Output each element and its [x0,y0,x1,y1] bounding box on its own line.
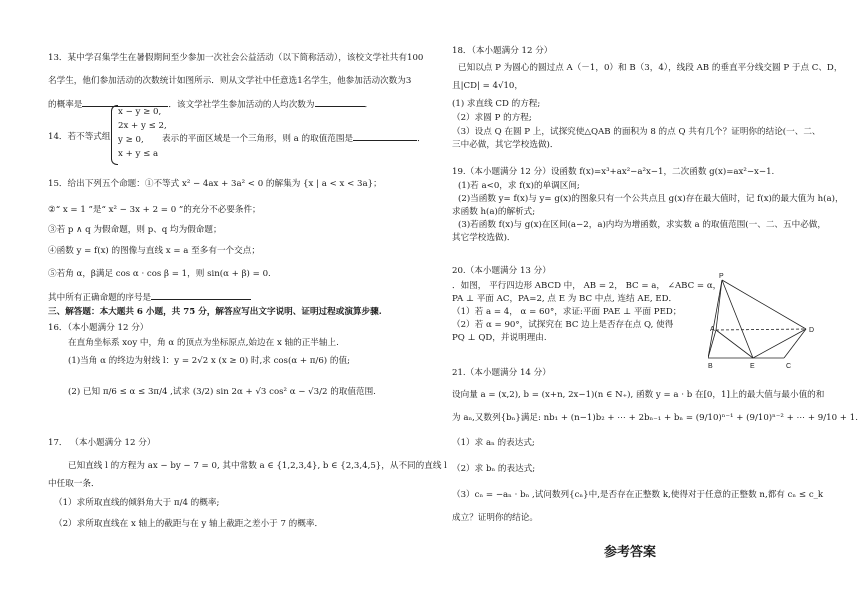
figure-label-e: E [750,363,755,370]
q21-heading: 21.（本小题满分 14 分） [452,368,551,378]
q19-part2a: (2)当函数 y= f(x)与 y= g(x)的图象只有一个公共点且 g(x)存在最大值时，记 f(x)的最大值为 h(a)， [458,194,844,204]
q21-part1: （1）求 aₙ 的表达式; [452,438,535,448]
q21-part3: （3）cₙ = −aₙ · bₙ ,试问数列{cₙ}中,是否存在正整数 k,使得对于任意的正整数 n,都有 cₙ ≤ c_k [452,490,824,500]
edge-pb [708,280,722,358]
answer-key-title: 参考答案 [604,545,657,560]
q14-sys4: x + y ≤ a [118,149,159,159]
q20-heading: 20.（本小题满分 13 分） [452,266,551,276]
q21-line1: 设向量 a = (x,2), b = (x+n, 2x−1)(n ∈ N₊), 函数 y = a · b 在[0，1]上的最大值与最小值的和 [452,390,825,400]
q14-brace [111,105,118,165]
q14-tail: 表示的平面区域是一个三角形，则 a 的取值范围是 ． [162,131,426,146]
q14-lead: 14．若不等式组 [48,132,111,142]
q14-sys2: 2x + y ≤ 2, [118,121,167,131]
q20-line1: ．如图， 平行四边形 ABCD 中， AB = 2， BC = a， ∠ABC = α， [452,281,722,291]
figure-label-p: P [719,273,724,280]
q18-part3b: 三中必做，其它学校选做)． [452,140,559,150]
figure-label-a: A [710,326,715,333]
q19-part2b: 求函数 h(a)的解析式; [452,207,536,217]
q18-line1: 已知以点 P 为圆心的圆过点 A（－1，0）和 B（3，4），线段 AB 的垂直平分线交圆 P 于点 C、D， [458,63,843,73]
edge-cd [784,329,806,358]
q19-part3a: (3)若函数 f(x)与 g(x)在区间(a−2，a)内均为增函数，求实数 a 的取值范围(一、二、五中必做， [458,220,826,230]
q15-line4: ④函数 y = f(x) 的图像与直线 x = a 至多有一个交点； [48,246,260,256]
q13-line3: 的概率是 ．该文学社学生参加活动的人均次数为 ． [48,97,373,112]
q15-line1: 15．给出下列五个命题：①不等式 x² − 4ax + 3a² < 0 的解集为 {x | a < x < 3a}； [48,179,382,189]
q15-line5: ⑤若角 α，β满足 cos α · cos β = 1，则 sin(α + β) = 0. [48,269,271,279]
q14-sys1: x − y ≥ 0, [118,107,162,117]
q20-part1: （1）若 a = 4， α = 60°，求证:平面 PAE ⊥ 平面 PED； [452,307,682,317]
q21-part2: （2）求 bₙ 的表达式; [452,464,536,474]
q16-line1: 在直角坐标系 xoy 中，角 α 的顶点为坐标原点,始边在 x 轴的正半轴上. [68,338,339,348]
q14-sys3: y ≥ 0, [118,135,144,145]
q18-line2: 且|CD| = 4√10， [452,81,523,91]
q19-part1: (1)若 a<0，求 f(x)的单调区间; [458,181,580,191]
q15-line3: ③若 p ∧ q 为假命题，则 p、q 均为假命题； [48,225,222,235]
q16-part2: (2) 已知 π/6 ≤ α ≤ 3π/4 ,试求 (3/2) sin 2α + √3 cos² α − √3/2 的取值范围. [68,387,376,397]
q15-blank [151,290,251,300]
q16-part1: (1)当角 α 的终边为射线 l：y = 2√2 x (x ≥ 0) 时,求 cos(α + π/6) 的值; [68,356,350,366]
edge-pd [722,280,806,329]
q19-part3b: 其它学校选做)． [452,233,516,243]
q15-line2: ②“ x = 1 ”是“ x² − 3x + 2 = 0 ”的充分不必要条件； [48,205,261,215]
q13-blank2 [315,97,365,107]
q17-heading: 17． （本小题满分 12 分） [48,438,156,448]
section-three-heading: 三、解答题：本大题共 6 小题，共 75 分，解答应写出文字说明、证明过程或演算步骤. [48,307,382,317]
q20-part2b: PQ ⊥ QD，并说明理由. [452,333,547,343]
q13-line1: 13．某中学召集学生在暑假期间至少参加一次社会公益活动（以下简称活动），该校文学社共有100 [48,53,424,63]
q14-blank [353,131,417,141]
q13-line2: 名学生，他们参加活动的次数统计如图所示．则从文学社中任意选1名学生，他参加活动次数为3 [48,76,412,86]
q21-line2: 为 aₙ,又数列{bₙ}满足: nb₁ + (n−1)b₂ + ⋯ + 2bₙ₋₁ + bₙ = (9/10)ⁿ⁻¹ + (9/10)ⁿ⁻² + ⋯ + 9/10 + 1. [452,413,858,423]
q18-part3a: （3）设点 Q 在圆 P 上，试探究使△QAB 的面积为 8 的点 Q 共有几个？证明你的结论(一、二、 [452,127,821,137]
q18-part2: （2）求圆 P 的方程; [452,113,532,123]
edge-ed [753,329,806,358]
q17-part1: （1）求所取直线的倾斜角大于 π/4 的概率; [54,498,220,508]
figure-label-b: B [708,363,713,370]
edge-pa [716,280,722,330]
q17-line1: 已知直线 l 的方程为 ax − by − 7 = 0, 其中常数 a ∈ {1,2,3,4}, b ∈ {2,3,4,5}，从不同的直线 l [68,461,447,471]
q20-figure [708,270,824,372]
figure-label-c: C [786,363,792,370]
q20-part2a: （2）若 α = 90°，试探究在 BC 边上是否存在点 Q, 使得 [452,320,674,330]
q16-heading: 16．（本小题满分 12 分） [48,323,149,333]
q17-part2: （2）求所取直线在 x 轴上的截距与在 y 轴上截距之差小于 7 的概率． [54,519,324,529]
edge-ad-hidden [716,329,806,330]
q19-line1: 19.（本小题满分 12 分）设函数 f(x)=x³+ax²−a²x−1，二次函数 g(x)=ax²−x−1. [452,167,775,177]
q18-part1: (1) 求直线 CD 的方程; [452,99,541,109]
q21-part4: 成立？证明你的结论。 [452,513,538,523]
q20-line2: PA ⊥ 平面 AC，PA=2, 点 E 为 BC 中点, 连结 AE, ED． [452,294,678,304]
q17-line2: 中任取一条． [48,479,100,489]
figure-label-d: D [809,327,815,334]
q15-line6: 其中所有正确命题的序号是 [48,290,251,305]
q18-heading: 18．（本小题满分 12 分） [452,46,553,56]
